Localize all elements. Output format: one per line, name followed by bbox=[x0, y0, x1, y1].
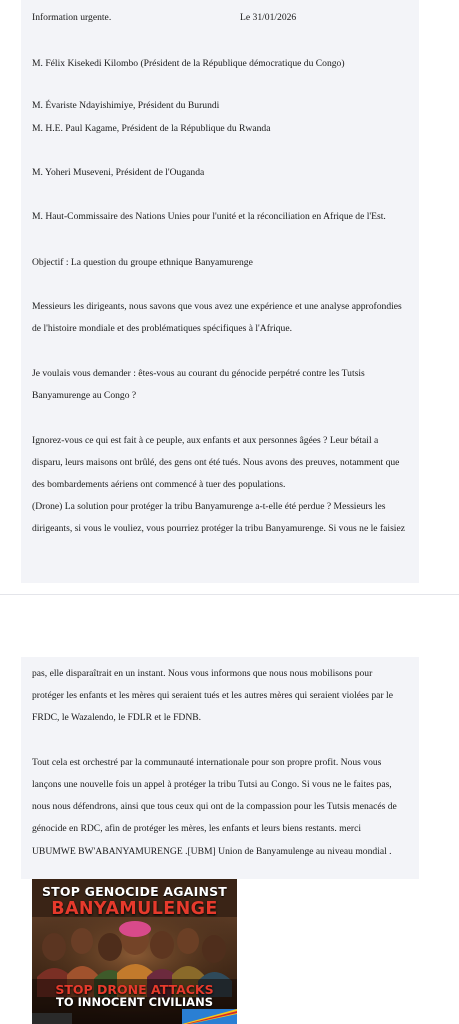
recipient-line: M. Yoheri Museveni, Président de l'Ouganda bbox=[32, 167, 205, 178]
campaign-poster bbox=[32, 879, 237, 1024]
page-gap bbox=[0, 593, 459, 657]
body-line: des bombardements aériens ont commencé à tuer des populations. bbox=[32, 479, 286, 490]
recipient-line: M. Haut-Commissaire des Nations Unies pour l'unité et la réconciliation en Afrique de l'Est. bbox=[32, 211, 386, 222]
body-line: Tout cela est orchestré par la communauté internationale pour son propre profit. Nous vous bbox=[32, 757, 382, 768]
letter-page-1 bbox=[21, 0, 419, 583]
body-line: Je voulais vous demander : êtes-vous au courant du génocide perpétré contre les Tutsis bbox=[32, 368, 365, 379]
poster-slogan: STOP DRONE ATTACKS bbox=[55, 982, 214, 997]
header-label: Information urgente. bbox=[32, 12, 112, 23]
body-line: Banyamurenge au Congo ? bbox=[32, 390, 137, 401]
subject-line: Objectif : La question du groupe ethnique Banyamurenge bbox=[32, 257, 253, 268]
recipient-line: M. H.E. Paul Kagame, Président de la République du Rwanda bbox=[32, 123, 271, 134]
signature-line: UBUMWE BW'ABANYAMURENGE .[UBM] Union de Banyamulenge au niveau mondial . bbox=[32, 846, 392, 857]
body-line: Messieurs les dirigeants, nous savons que vous avez une expérience et une analyse approfondies bbox=[32, 301, 402, 312]
page-separator bbox=[0, 594, 459, 595]
body-line: disparu, leurs maisons ont brûlé, des gens ont été tués. Nous avons des preuves, notamment que bbox=[32, 457, 400, 468]
poster-subslogan: TO INNOCENT CIVILIANS bbox=[55, 995, 213, 1009]
letter-date: Le 31/01/2026 bbox=[240, 12, 297, 23]
recipient-line: M. Félix Kisekedi Kilombo (Président de la République démocratique du Congo) bbox=[32, 58, 345, 69]
poster-title: BANYAMULENGE bbox=[51, 899, 218, 919]
body-line: dirigeants, si vous le vouliez, vous pourriez protéger la tribu Banyamurenge. Si vous ne le faisiez bbox=[32, 523, 405, 534]
recipient-line: M. Évariste Ndayishimiye, Président du Burundi bbox=[32, 100, 220, 111]
poster-headline: STOP GENOCIDE AGAINST bbox=[41, 884, 228, 899]
body-line: (Drone) La solution pour protéger la tribu Banyamurenge a-t-elle été perdue ? Messieurs les bbox=[32, 501, 386, 512]
body-line: génocide en RDC, afin de protéger les mères, les enfants et leurs biens restants. merci bbox=[32, 823, 362, 834]
body-line: pas, elle disparaîtrait en un instant. Nous vous informons que nous nous mobilisons pour bbox=[32, 668, 373, 679]
body-line: Ignorez-vous ce qui est fait à ce peuple, aux enfants et aux personnes âgées ? Leur bétail a bbox=[32, 435, 379, 446]
body-line: nous nous défendrons, ainsi que tous ceux qui ont de la compassion pour les Tutsis menacés de bbox=[32, 801, 397, 812]
body-line: lançons une nouvelle fois un appel à protéger la tribu Tutsi au Congo. Si vous ne le faites pas, bbox=[32, 779, 392, 790]
body-line: de l'histoire mondiale et des problématiques spécifiques à l'Afrique. bbox=[32, 323, 293, 334]
body-line: protéger les enfants et les mères qui seraient tués et les autres mères qui seraient violées par le bbox=[32, 690, 393, 701]
body-line: FRDC, le Wazalendo, le FDLR et le FDNB. bbox=[32, 712, 202, 723]
